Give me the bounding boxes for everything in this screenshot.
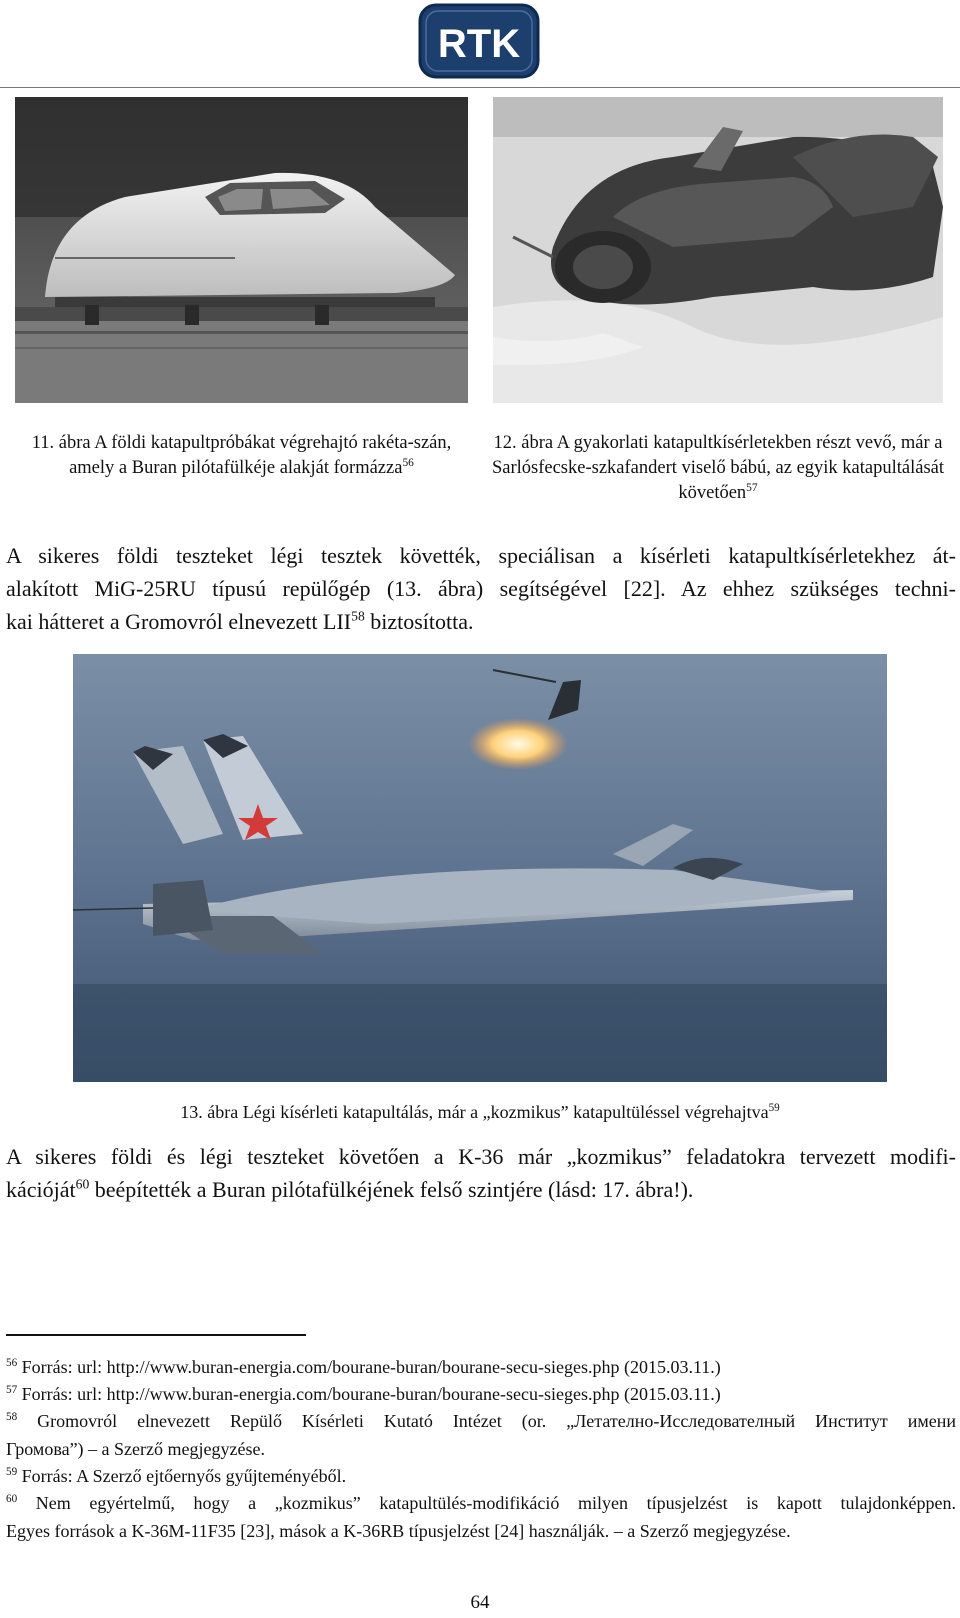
figure-13-caption-text: 13. ábra Légi kísérleti katapultálás, már a „kozmikus” katapultüléssel végrehajtva [180,1102,769,1122]
paragraph-2 [6,1140,956,1206]
figure-12-dummy-photo [493,97,943,403]
paragraph-2-line-2-a: kációját [6,1177,76,1202]
footnote-ref-59[interactable]: 59 [768,1102,780,1114]
figure-12-caption [490,431,946,506]
footnote-ref-57[interactable]: 57 [746,481,758,494]
footnote-58-line-1 [6,1408,956,1436]
paragraph-1-line-3-a: kai hátteret a Gromovról elnevezett LII [6,609,352,634]
footnote-56-number: 56 [6,1357,18,1369]
footnote-58 [6,1408,956,1463]
footnote-57-number: 57 [6,1384,18,1396]
paragraph-1-line-2: alakított MiG-25RU típusú repülőgép (13. ábra) segítségével [22]. Az ehhez szükséges techni- [6,576,956,601]
rtk-logo [418,3,540,79]
footnote-56-text: Forrás: url: http://www.buran-energia.com/bourane-buran/bourane-secu-sieges.php (2015.03.11.) [17,1357,721,1377]
footnote-separator [6,1334,306,1336]
footnote-58-text-1: Gromovról elnevezett Repülő Kísérleti Kutató Intézet (or. „Летателно-Исследователный Институт имени [17,1411,956,1431]
footnote-60-number: 60 [6,1493,18,1505]
paragraph-2-line-2 [6,1173,956,1206]
footnote-58-text-2: Громова”) – a Szerző megjegyzése. [6,1438,265,1459]
figure-11-rocket-sled-photo [15,97,468,403]
footnote-60-line-1 [6,1490,956,1518]
paragraph-1-line-3 [6,605,956,638]
footnote-56 [6,1354,956,1382]
footnote-59-number: 59 [6,1466,18,1478]
footnote-58-number: 58 [6,1411,18,1423]
footnote-57-text: Forrás: url: http://www.buran-energia.com/bourane-buran/bourane-secu-sieges.php (2015.03.11.) [17,1384,721,1404]
footnote-ref-58[interactable]: 58 [351,608,365,624]
paragraph-1 [6,539,956,638]
footnote-59-line [6,1463,956,1491]
figure-11-caption-text: 11. ábra A földi katapultpróbákat végrehajtó rakéta-szán, amely a Buran pilótafülkéje alakját formázza [31,433,452,478]
footnote-56-line [6,1354,956,1382]
figure-13-caption [60,1100,900,1125]
footnote-59-text: Forrás: A Szerző ejtőernyős gyűjteményéből. [17,1466,347,1486]
paragraph-2-line-1: A sikeres földi és légi teszteket követően a K-36 már „kozmikus” feladatokra tervezett modifi- [6,1144,956,1169]
paragraph-1-line-3-b: biztosította. [364,609,474,634]
page-number: 64 [470,1592,490,1613]
footnote-60-text-2: Egyes források a K-36M-11F35 [23], mások a K-36RB típusjelzést [24] használják. – a Szerző megjegyzése. [6,1520,791,1541]
footnote-57-line [6,1381,956,1409]
footnote-60-text-1: Nem egyértelmű, hogy a „kozmikus” katapultülés-modifikáció milyen típusjelzést is kapott tulajdonképpen. [17,1493,956,1513]
figure-13-mig25-ejection-photo [73,654,887,1082]
footnote-60 [6,1490,956,1545]
footnote-ref-60[interactable]: 60 [75,1176,90,1192]
figure-12-caption-text: 12. ábra A gyakorlati katapultkísérletekben részt vevő, már a Sarlósfecske-szkafandert viselő bábú, az egyik katapultálását követően [491,433,945,503]
footnote-ref-56[interactable]: 56 [402,456,414,469]
footnote-57 [6,1381,956,1409]
figure-11-caption [15,431,468,481]
header-rule [0,87,960,88]
logo-text: RTK [437,22,521,66]
footnote-59 [6,1463,956,1491]
paragraph-2-line-2-b: beépítették a Buran pilótafülkéjének felső szintjére (lásd: 17. ábra!). [89,1177,694,1202]
paragraph-1-line-1: A sikeres földi teszteket légi tesztek követték, speciálisan a kísérleti katapultkísérletekhez át- [6,543,956,568]
